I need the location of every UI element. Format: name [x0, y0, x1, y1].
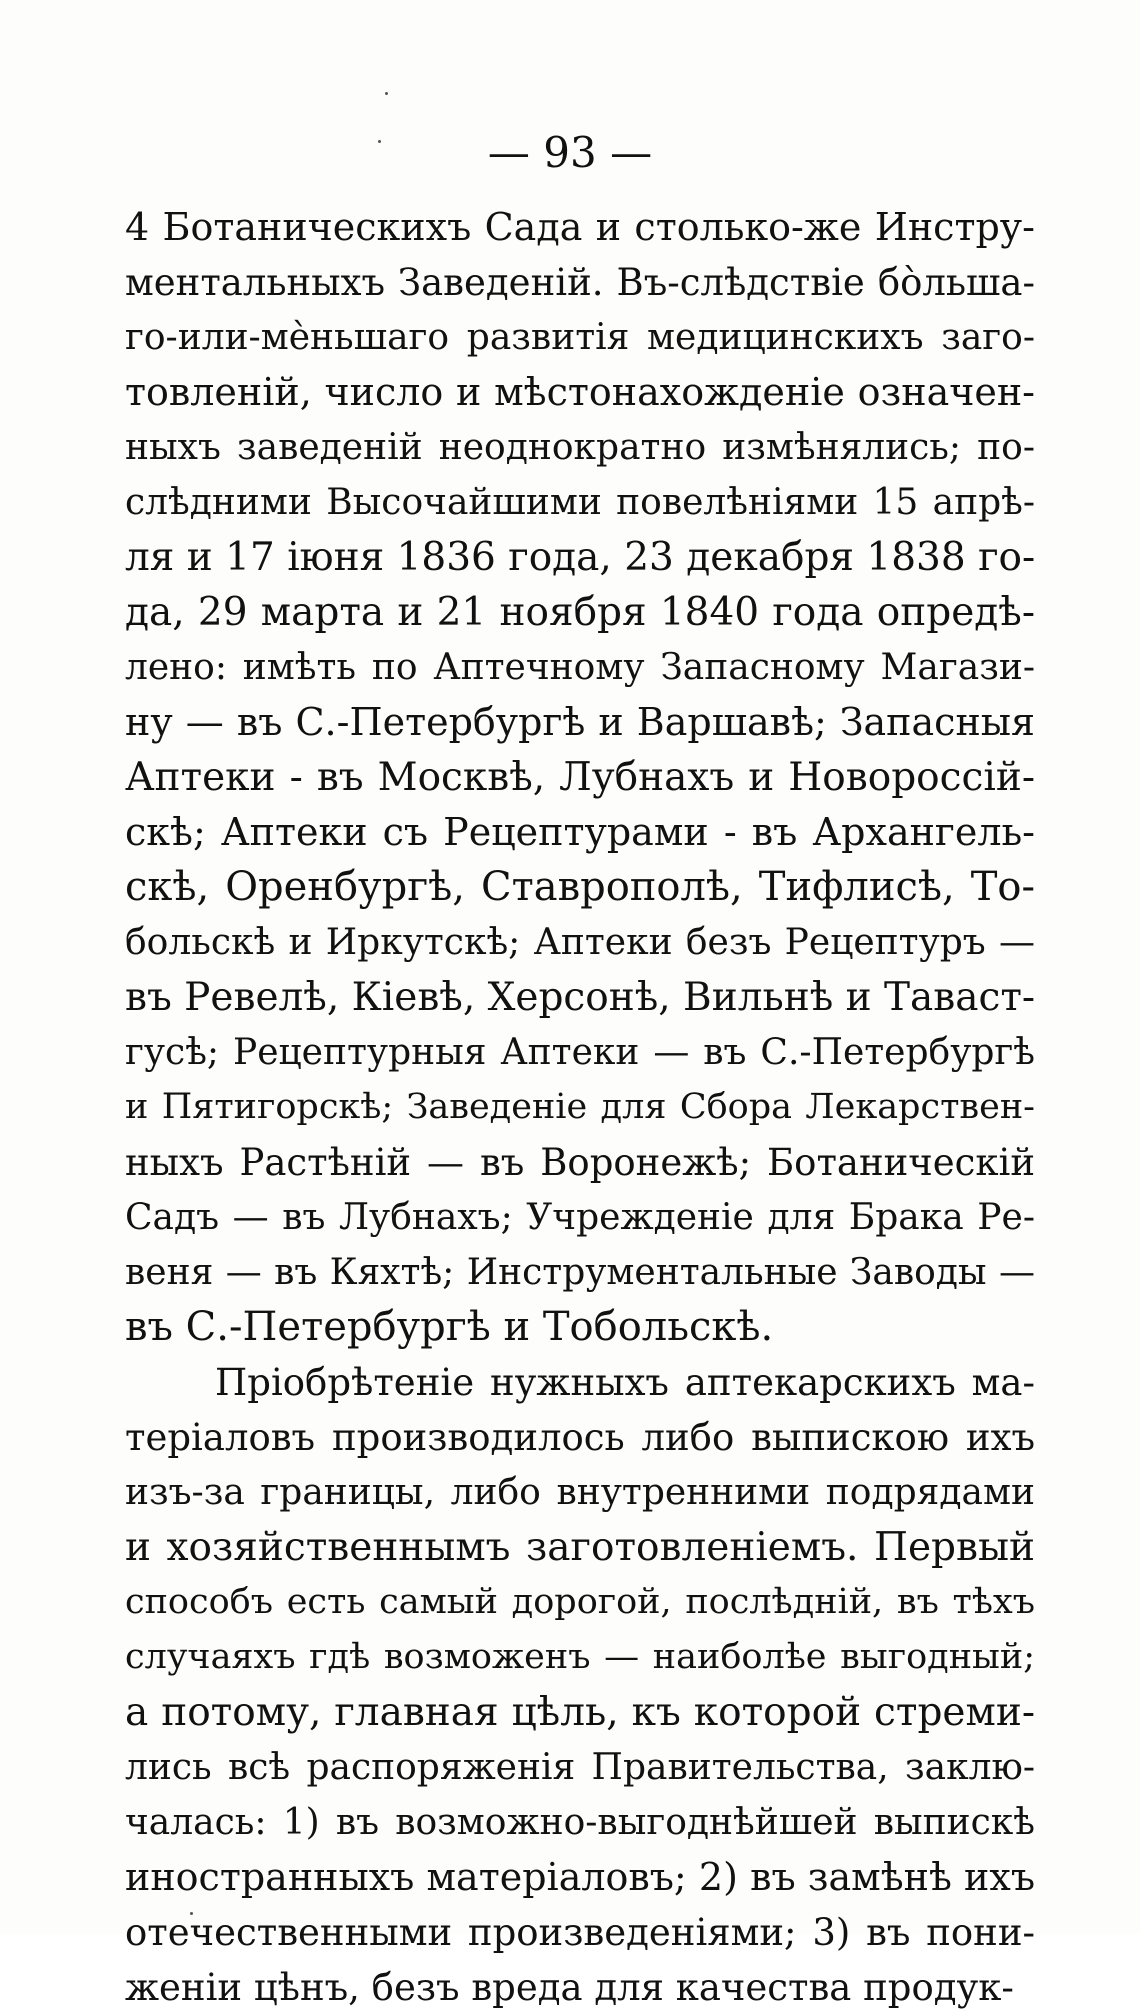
body-text	[125, 200, 1035, 2015]
text-line: скѣ; Аптеки съ Рецептурами - въ Архангель-	[125, 810, 1035, 854]
text-line: го-или-мѐньшаго развитія медицинскихъ заго-	[125, 317, 1035, 358]
text-line: иностранныхъ матеріаловъ; 2) въ замѣнѣ ихъ	[125, 1855, 1035, 1899]
text-line: чалась: 1) въ возможно-выгоднѣйшей выпискѣ	[125, 1802, 1035, 1843]
text-line: въ С.-Петербургѣ и Тобольскѣ.	[125, 1304, 774, 1350]
text-line: ментальныхъ Заведеній. Въ-слѣдствіе бо̀льша-	[125, 261, 1035, 304]
text-line: Пріобрѣтеніе нужныхъ аптекарскихъ ма-	[215, 1361, 1035, 1404]
text-line: случаяхъ гдѣ возможенъ — наиболѣе выгодный;	[125, 1637, 1035, 1677]
text-line: да, 29 марта и 21 ноября 1840 года опредѣ-	[125, 590, 1035, 635]
text-line: лено: имѣть по Аптечному Запасному Магази-	[125, 647, 1035, 688]
text-line: Аптеки - въ Москвѣ, Лубнахъ и Новороссій-	[125, 755, 1035, 800]
text-line: отечественными произведеніями; 3) въ пони-	[125, 1911, 1035, 1954]
paragraph-2	[125, 1355, 1035, 2015]
paragraph-1	[125, 200, 1035, 1355]
text-line: теріаловъ производилось либо выпискою ихъ	[125, 1416, 1035, 1459]
text-line: ныхъ Растѣній — въ Воронежѣ; Ботаническій	[125, 1141, 1035, 1184]
text-line: больскѣ и Иркутскѣ; Аптеки безъ Рецептуръ —	[125, 922, 1035, 963]
text-line: и Пятигорскѣ; Заведеніе для Сбора Лекарствен-	[125, 1087, 1035, 1127]
text-line: способъ есть самый дорогой, послѣдній, въ тѣхъ	[125, 1582, 1035, 1622]
text-line: товленій, число и мѣстонахожденіе означен-	[125, 370, 1035, 414]
text-line: гусѣ; Рецептурныя Аптеки — въ С.-Петербургѣ	[125, 1032, 1035, 1073]
text-line: и хозяйственнымъ заготовленіемъ. Первый	[125, 1525, 1035, 1570]
page-speck	[385, 92, 388, 95]
text-line: въ Ревелѣ, Кіевѣ, Херсонѣ, Вильнѣ и Таваст-	[125, 975, 1036, 1020]
text-line: ну — въ С.-Петербургѣ и Варшавѣ; Запасныя	[125, 700, 1035, 744]
text-line: Садъ — въ Лубнахъ; Учрежденіе для Брака Ре-	[125, 1197, 1035, 1238]
text-line: ля и 17 іюня 1836 года, 23 декабря 1838 го-	[125, 535, 1036, 580]
text-line: лись всѣ распоряженія Правительства, заклю-	[125, 1747, 1035, 1788]
text-line: а потому, главная цѣль, къ которой стреми-	[125, 1690, 1035, 1735]
text-line: женіи цѣнъ, безъ вреда для качества продук-	[125, 1966, 1014, 2009]
text-line: слѣдними Высочайшими повелѣніями 15 апрѣ-	[125, 482, 1035, 523]
text-line: изъ-за границы, либо внутренними подрядами	[125, 1472, 1035, 1513]
text-line: ныхъ заведеній неоднократно измѣнялись; по-	[125, 427, 1035, 468]
page-number: — 93 —	[487, 128, 653, 177]
text-line: скѣ, Оренбургѣ, Ставрополѣ, Тифлисѣ, То-	[125, 864, 1035, 910]
text-line: 4 Ботаническихъ Сада и столько-же Инстру-	[125, 205, 1035, 249]
text-line: веня — въ Кяхтѣ; Инструментальные Заводы —	[125, 1252, 1035, 1293]
